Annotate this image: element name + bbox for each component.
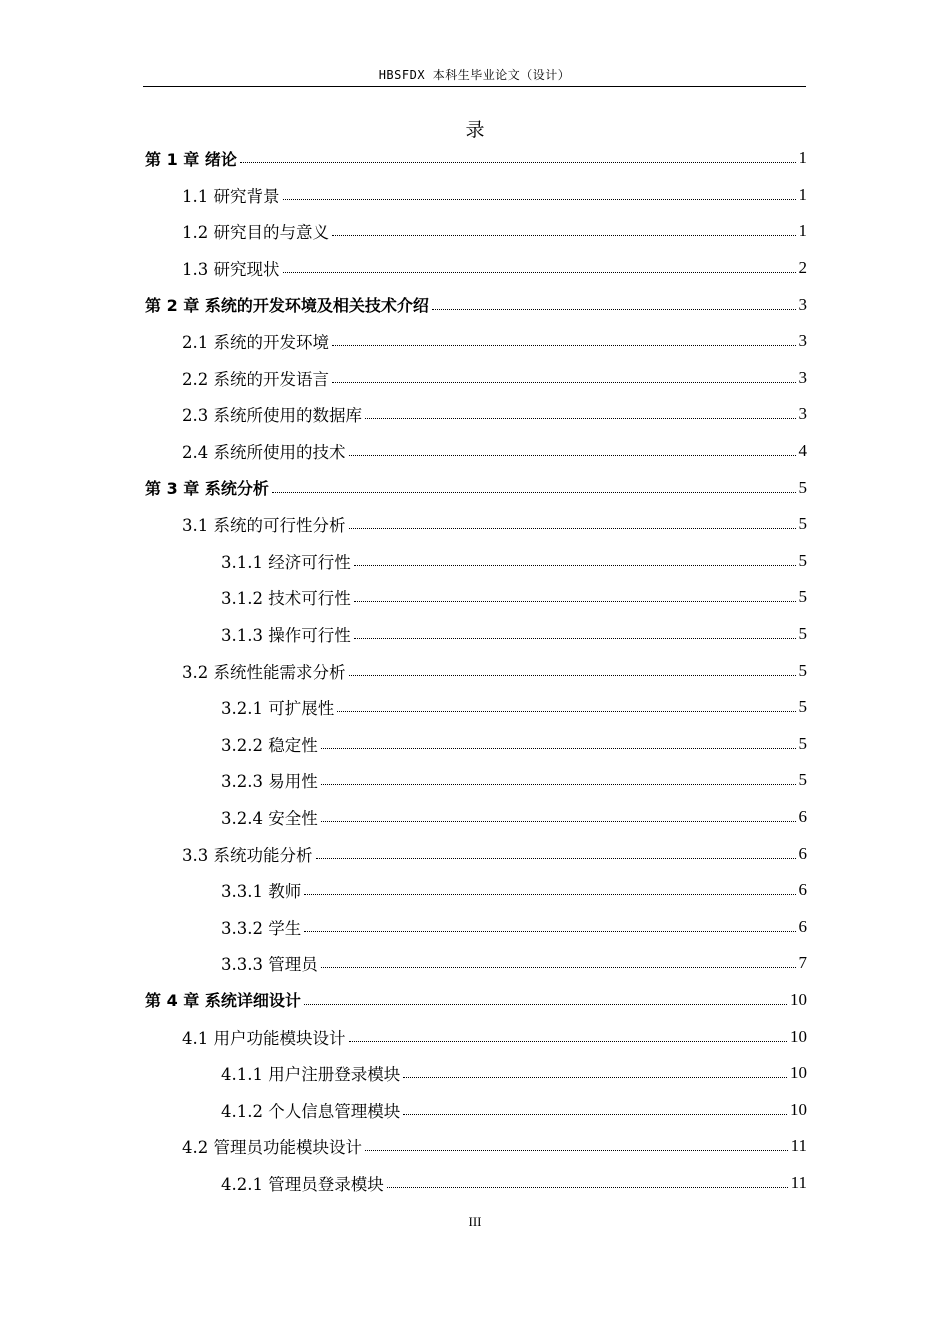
toc-dot-leader xyxy=(349,1040,788,1042)
toc-dot-leader xyxy=(354,564,796,566)
toc-entry[interactable] xyxy=(145,140,807,177)
toc-entry-title: 4.1.1 用户注册登录模块 xyxy=(221,1065,401,1085)
toc-dot-leader xyxy=(432,308,796,310)
toc-entry[interactable] xyxy=(145,213,807,250)
toc-entry-page: 1 xyxy=(798,221,807,241)
toc-entry-page: 7 xyxy=(798,953,807,973)
toc-entry[interactable] xyxy=(145,835,807,872)
toc-dot-leader xyxy=(304,1003,787,1005)
toc-entry-title: 3.2.4 安全性 xyxy=(221,808,318,828)
toc-entry[interactable] xyxy=(145,360,807,397)
toc-entry[interactable] xyxy=(145,1128,807,1165)
toc-title: 录 xyxy=(465,119,485,141)
toc-entry[interactable] xyxy=(145,908,807,945)
toc-entry-title: 第 1 章 绪论 xyxy=(145,149,237,169)
toc-entry-page: 5 xyxy=(798,587,807,607)
toc-dot-leader xyxy=(304,893,795,895)
toc-entry-page: 6 xyxy=(798,916,807,936)
toc-dot-leader xyxy=(240,161,796,163)
page-number: III xyxy=(468,1214,482,1229)
toc-dot-leader xyxy=(403,1113,787,1115)
toc-entry-title: 2.3 系统所使用的数据库 xyxy=(182,406,362,426)
toc-entry-page: 5 xyxy=(798,514,807,534)
toc-entry-title: 1.2 研究目的与意义 xyxy=(182,223,329,243)
toc-dot-leader xyxy=(321,820,796,822)
toc-dot-leader xyxy=(316,857,796,859)
toc-entry-title: 第 3 章 系统分析 xyxy=(145,479,269,499)
toc-entry-title: 第 4 章 系统详细设计 xyxy=(145,991,301,1011)
toc-entry[interactable] xyxy=(145,579,807,616)
table-of-contents xyxy=(145,140,807,1201)
toc-entry[interactable] xyxy=(145,433,807,470)
toc-entry-title: 4.1 用户功能模块设计 xyxy=(182,1028,346,1048)
toc-dot-leader xyxy=(354,637,796,639)
toc-entry-title: 3.1.3 操作可行性 xyxy=(221,626,351,646)
toc-entry[interactable] xyxy=(145,762,807,799)
toc-dot-leader xyxy=(283,271,796,273)
toc-dot-leader xyxy=(321,783,796,785)
toc-entry[interactable] xyxy=(145,506,807,543)
toc-entry-title: 3.2.1 可扩展性 xyxy=(221,699,335,719)
toc-entry-page: 3 xyxy=(798,331,807,351)
toc-dot-leader xyxy=(365,417,796,419)
toc-dot-leader xyxy=(365,1149,788,1151)
toc-dot-leader xyxy=(304,930,795,932)
toc-entry-page: 10 xyxy=(790,989,807,1009)
toc-entry-title: 3.1.1 经济可行性 xyxy=(221,552,351,572)
toc-dot-leader xyxy=(403,1076,787,1078)
toc-dot-leader xyxy=(283,198,796,200)
toc-entry[interactable] xyxy=(145,469,807,506)
toc-entry-page: 5 xyxy=(798,550,807,570)
toc-entry[interactable] xyxy=(145,286,807,323)
toc-entry[interactable] xyxy=(145,1091,807,1128)
toc-dot-leader xyxy=(332,234,796,236)
toc-entry[interactable] xyxy=(145,689,807,726)
toc-dot-leader xyxy=(349,674,796,676)
toc-entry-page: 5 xyxy=(798,660,807,680)
toc-dot-leader xyxy=(349,454,796,456)
toc-dot-leader xyxy=(321,747,796,749)
toc-entry[interactable] xyxy=(145,616,807,653)
toc-dot-leader xyxy=(321,966,796,968)
toc-entry-page: 6 xyxy=(798,880,807,900)
toc-entry-page: 5 xyxy=(798,697,807,717)
toc-entry[interactable] xyxy=(145,1055,807,1092)
toc-entry[interactable] xyxy=(145,396,807,433)
toc-entry-title: 3.1 系统的可行性分析 xyxy=(182,516,346,536)
toc-entry[interactable] xyxy=(145,652,807,689)
toc-entry-page: 5 xyxy=(798,624,807,644)
toc-entry-title: 4.2 管理员功能模块设计 xyxy=(182,1138,362,1158)
toc-entry-title: 3.2 系统性能需求分析 xyxy=(182,662,346,682)
toc-entry-title: 3.2.3 易用性 xyxy=(221,772,318,792)
toc-entry[interactable] xyxy=(145,250,807,287)
toc-entry-title: 1.1 研究背景 xyxy=(182,186,280,206)
toc-entry-title: 3.3 系统功能分析 xyxy=(182,845,313,865)
toc-entry-page: 10 xyxy=(790,1099,807,1119)
toc-dot-leader xyxy=(337,710,795,712)
toc-entry[interactable] xyxy=(145,726,807,763)
toc-entry-title: 3.2.2 稳定性 xyxy=(221,735,318,755)
toc-entry-title: 3.3.1 教师 xyxy=(221,882,302,902)
toc-entry-page: 5 xyxy=(798,770,807,790)
toc-entry[interactable] xyxy=(145,945,807,982)
toc-entry-page: 3 xyxy=(798,404,807,424)
toc-entry[interactable] xyxy=(145,872,807,909)
toc-entry[interactable] xyxy=(145,982,807,1019)
toc-entry-title: 2.4 系统所使用的技术 xyxy=(182,443,346,463)
toc-entry-page: 10 xyxy=(790,1063,807,1083)
toc-dot-leader xyxy=(349,527,796,529)
toc-entry-title: 第 2 章 系统的开发环境及相关技术介绍 xyxy=(145,296,429,316)
toc-entry-title: 2.2 系统的开发语言 xyxy=(182,369,329,389)
toc-entry-page: 11 xyxy=(790,1172,807,1192)
toc-dot-leader xyxy=(332,381,796,383)
toc-entry[interactable] xyxy=(145,543,807,580)
toc-dot-leader xyxy=(332,344,796,346)
toc-entry[interactable] xyxy=(145,177,807,214)
toc-entry-page: 2 xyxy=(798,258,807,278)
toc-entry-page: 3 xyxy=(798,294,807,314)
toc-entry-page: 4 xyxy=(798,441,807,461)
toc-entry[interactable] xyxy=(145,799,807,836)
toc-entry[interactable] xyxy=(145,1018,807,1055)
toc-entry-page: 3 xyxy=(798,367,807,387)
toc-entry-page: 11 xyxy=(790,1136,807,1156)
toc-entry-page: 5 xyxy=(798,477,807,497)
toc-entry-title: 4.2.1 管理员登录模块 xyxy=(221,1174,384,1194)
toc-entry-title: 4.1.2 个人信息管理模块 xyxy=(221,1101,401,1121)
toc-entry-title: 3.3.3 管理员 xyxy=(221,955,318,975)
toc-entry-page: 6 xyxy=(798,843,807,863)
toc-entry-title: 2.1 系统的开发环境 xyxy=(182,333,329,353)
page-header: HBSFDX 本科生毕业论文（设计） xyxy=(143,64,806,87)
toc-entry-title: 1.3 研究现状 xyxy=(182,260,280,280)
toc-entry-title: 3.3.2 学生 xyxy=(221,918,302,938)
toc-dot-leader xyxy=(387,1186,788,1188)
toc-entry-page: 10 xyxy=(790,1026,807,1046)
toc-entry-title: 3.1.2 技术可行性 xyxy=(221,589,351,609)
toc-entry-page: 6 xyxy=(798,806,807,826)
toc-entry-page: 1 xyxy=(798,148,807,168)
toc-entry[interactable] xyxy=(145,323,807,360)
toc-entry-page: 1 xyxy=(798,184,807,204)
toc-dot-leader xyxy=(354,600,796,602)
toc-dot-leader xyxy=(272,491,796,493)
toc-entry-page: 5 xyxy=(798,733,807,753)
toc-entry[interactable] xyxy=(145,1165,807,1202)
